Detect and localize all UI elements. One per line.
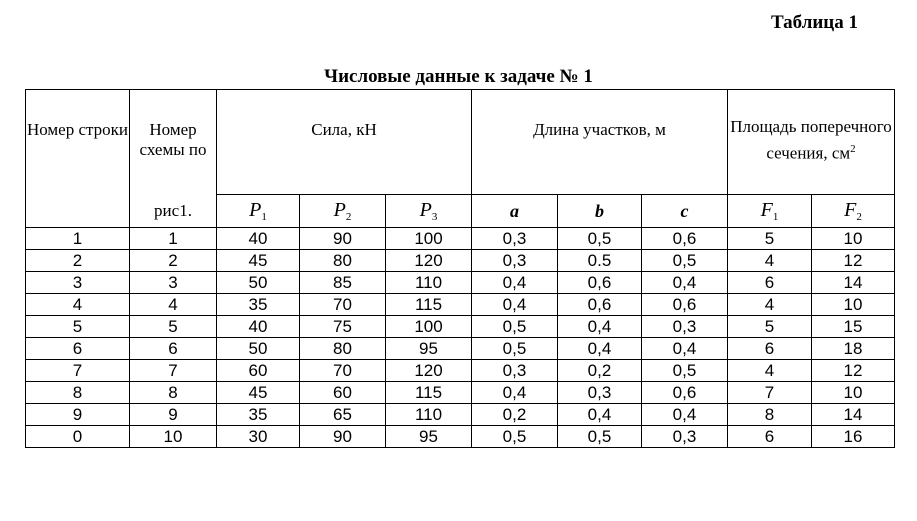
table-cell: 0 bbox=[26, 426, 130, 448]
table-cell: 0,3 bbox=[558, 382, 642, 404]
table-title: Числовые данные к задаче № 1 bbox=[324, 66, 593, 87]
table-cell: 10 bbox=[812, 382, 895, 404]
table-cell: 50 bbox=[217, 338, 300, 360]
table-cell: 0,6 bbox=[642, 382, 728, 404]
subheader-p3 bbox=[386, 195, 472, 228]
table-cell: 0,4 bbox=[642, 272, 728, 294]
table-cell: 40 bbox=[217, 228, 300, 250]
table-body bbox=[26, 228, 895, 448]
p2-sub: 2 bbox=[345, 211, 352, 224]
table-cell: 35 bbox=[217, 404, 300, 426]
table-cell: 0,6 bbox=[642, 228, 728, 250]
table-cell: 0,4 bbox=[558, 338, 642, 360]
p2-symbol: P bbox=[333, 198, 346, 221]
table-cell: 14 bbox=[812, 272, 895, 294]
table-cell: 0,5 bbox=[472, 426, 558, 448]
table-cell: 3 bbox=[130, 272, 217, 294]
table-cell: 0,2 bbox=[558, 360, 642, 382]
table-label: Таблица 1 bbox=[770, 12, 858, 33]
table-cell: 0,3 bbox=[472, 360, 558, 382]
table-cell: 7 bbox=[728, 382, 812, 404]
p1-symbol: P bbox=[249, 198, 262, 221]
table-cell: 4 bbox=[728, 250, 812, 272]
table-cell: 6 bbox=[26, 338, 130, 360]
table-cell: 10 bbox=[812, 294, 895, 316]
header-scheme-number-fig: рис1. bbox=[130, 195, 217, 228]
data-table bbox=[25, 89, 895, 448]
table-cell: 0.5 bbox=[558, 250, 642, 272]
table-cell: 14 bbox=[812, 404, 895, 426]
table-cell: 40 bbox=[217, 316, 300, 338]
table-cell: 100 bbox=[386, 316, 472, 338]
table-cell: 0,3 bbox=[472, 228, 558, 250]
table-cell: 100 bbox=[386, 228, 472, 250]
table-cell: 8 bbox=[130, 382, 217, 404]
table-cell: 10 bbox=[812, 228, 895, 250]
table-cell: 0,4 bbox=[472, 294, 558, 316]
table-cell: 120 bbox=[386, 360, 472, 382]
table-cell: 2 bbox=[130, 250, 217, 272]
table-cell: 45 bbox=[217, 250, 300, 272]
table-cell: 95 bbox=[386, 338, 472, 360]
table-cell: 8 bbox=[728, 404, 812, 426]
table-cell: 85 bbox=[300, 272, 386, 294]
table-cell: 0,6 bbox=[642, 294, 728, 316]
table-cell: 60 bbox=[300, 382, 386, 404]
table-cell: 0,4 bbox=[642, 338, 728, 360]
table-row bbox=[26, 316, 895, 338]
table-cell: 90 bbox=[300, 426, 386, 448]
table-row bbox=[26, 228, 895, 250]
p3-sub: 3 bbox=[431, 211, 438, 224]
table-cell: 3 bbox=[26, 272, 130, 294]
subheader-p1 bbox=[217, 195, 300, 228]
table-row bbox=[26, 382, 895, 404]
table-row bbox=[26, 338, 895, 360]
table-row bbox=[26, 272, 895, 294]
p1-sub: 1 bbox=[261, 211, 267, 224]
header-scheme-number: Номер схемы по bbox=[130, 90, 217, 195]
header-force: Сила, кН bbox=[217, 90, 472, 195]
table-cell: 90 bbox=[300, 228, 386, 250]
table-cell: 0,5 bbox=[642, 360, 728, 382]
table-cell: 110 bbox=[386, 272, 472, 294]
subheader-a: a bbox=[472, 195, 558, 228]
table-cell: 4 bbox=[728, 360, 812, 382]
table-cell: 110 bbox=[386, 404, 472, 426]
header-length: Длина участков, м bbox=[472, 90, 728, 195]
table-cell: 5 bbox=[130, 316, 217, 338]
subheader-p2 bbox=[300, 195, 386, 228]
table-cell: 0,5 bbox=[642, 250, 728, 272]
table-cell: 7 bbox=[26, 360, 130, 382]
table-cell: 2 bbox=[26, 250, 130, 272]
table-cell: 0,4 bbox=[472, 382, 558, 404]
subheader-f2 bbox=[812, 195, 895, 228]
table-cell: 5 bbox=[26, 316, 130, 338]
table-cell: 12 bbox=[812, 250, 895, 272]
table-cell: 70 bbox=[300, 360, 386, 382]
table-cell: 0,5 bbox=[472, 316, 558, 338]
table-cell: 6 bbox=[130, 338, 217, 360]
table-cell: 0,5 bbox=[558, 426, 642, 448]
table-cell: 0,2 bbox=[472, 404, 558, 426]
table-cell: 1 bbox=[26, 228, 130, 250]
table-cell: 8 bbox=[26, 382, 130, 404]
header-row-number: Номер строки bbox=[26, 90, 130, 228]
table-cell: 60 bbox=[217, 360, 300, 382]
table-cell: 70 bbox=[300, 294, 386, 316]
table-cell: 0,3 bbox=[472, 250, 558, 272]
table-row bbox=[26, 294, 895, 316]
header-area bbox=[728, 90, 895, 195]
table-cell: 4 bbox=[728, 294, 812, 316]
table-cell: 7 bbox=[130, 360, 217, 382]
table-cell: 0,3 bbox=[642, 426, 728, 448]
table-cell: 65 bbox=[300, 404, 386, 426]
header-area-sup: 2 bbox=[850, 143, 856, 155]
table-row bbox=[26, 404, 895, 426]
table-cell: 0,4 bbox=[472, 272, 558, 294]
table-row bbox=[26, 426, 895, 448]
subheader-c: c bbox=[642, 195, 728, 228]
table-cell: 0,3 bbox=[642, 316, 728, 338]
table-cell: 5 bbox=[728, 228, 812, 250]
subheader-row bbox=[26, 195, 895, 228]
subheader-b: b bbox=[558, 195, 642, 228]
table-cell: 0,4 bbox=[558, 404, 642, 426]
table-cell: 4 bbox=[130, 294, 217, 316]
table-cell: 6 bbox=[728, 338, 812, 360]
table-cell: 18 bbox=[812, 338, 895, 360]
table-cell: 35 bbox=[217, 294, 300, 316]
table-cell: 0,5 bbox=[472, 338, 558, 360]
table-cell: 9 bbox=[26, 404, 130, 426]
table-cell: 12 bbox=[812, 360, 895, 382]
table-cell: 16 bbox=[812, 426, 895, 448]
table-cell: 15 bbox=[812, 316, 895, 338]
table-cell: 80 bbox=[300, 338, 386, 360]
subheader-f1 bbox=[728, 195, 812, 228]
table-cell: 0,4 bbox=[558, 316, 642, 338]
p3-symbol: P bbox=[419, 198, 432, 221]
f1-sub: 1 bbox=[772, 211, 779, 224]
f1-symbol: F bbox=[760, 198, 773, 221]
f2-sub: 2 bbox=[856, 211, 862, 224]
table-cell: 75 bbox=[300, 316, 386, 338]
table-cell: 80 bbox=[300, 250, 386, 272]
table-cell: 115 bbox=[386, 382, 472, 404]
table-cell: 50 bbox=[217, 272, 300, 294]
table-cell: 9 bbox=[130, 404, 217, 426]
table-cell: 95 bbox=[386, 426, 472, 448]
table-cell: 0,5 bbox=[558, 228, 642, 250]
table-cell: 30 bbox=[217, 426, 300, 448]
table-cell: 0,6 bbox=[558, 272, 642, 294]
header-area-label: Площадь поперечного сечения, см bbox=[730, 117, 892, 163]
table-cell: 6 bbox=[728, 272, 812, 294]
table-cell: 120 bbox=[386, 250, 472, 272]
table-cell: 115 bbox=[386, 294, 472, 316]
table-cell: 1 bbox=[130, 228, 217, 250]
table-cell: 4 bbox=[26, 294, 130, 316]
f2-symbol: F bbox=[844, 198, 857, 221]
table-cell: 6 bbox=[728, 426, 812, 448]
table-row bbox=[26, 360, 895, 382]
table-cell: 0,6 bbox=[558, 294, 642, 316]
table-cell: 45 bbox=[217, 382, 300, 404]
header-row bbox=[26, 90, 895, 195]
table-row bbox=[26, 250, 895, 272]
table-cell: 10 bbox=[130, 426, 217, 448]
table-cell: 5 bbox=[728, 316, 812, 338]
table-cell: 0,4 bbox=[642, 404, 728, 426]
